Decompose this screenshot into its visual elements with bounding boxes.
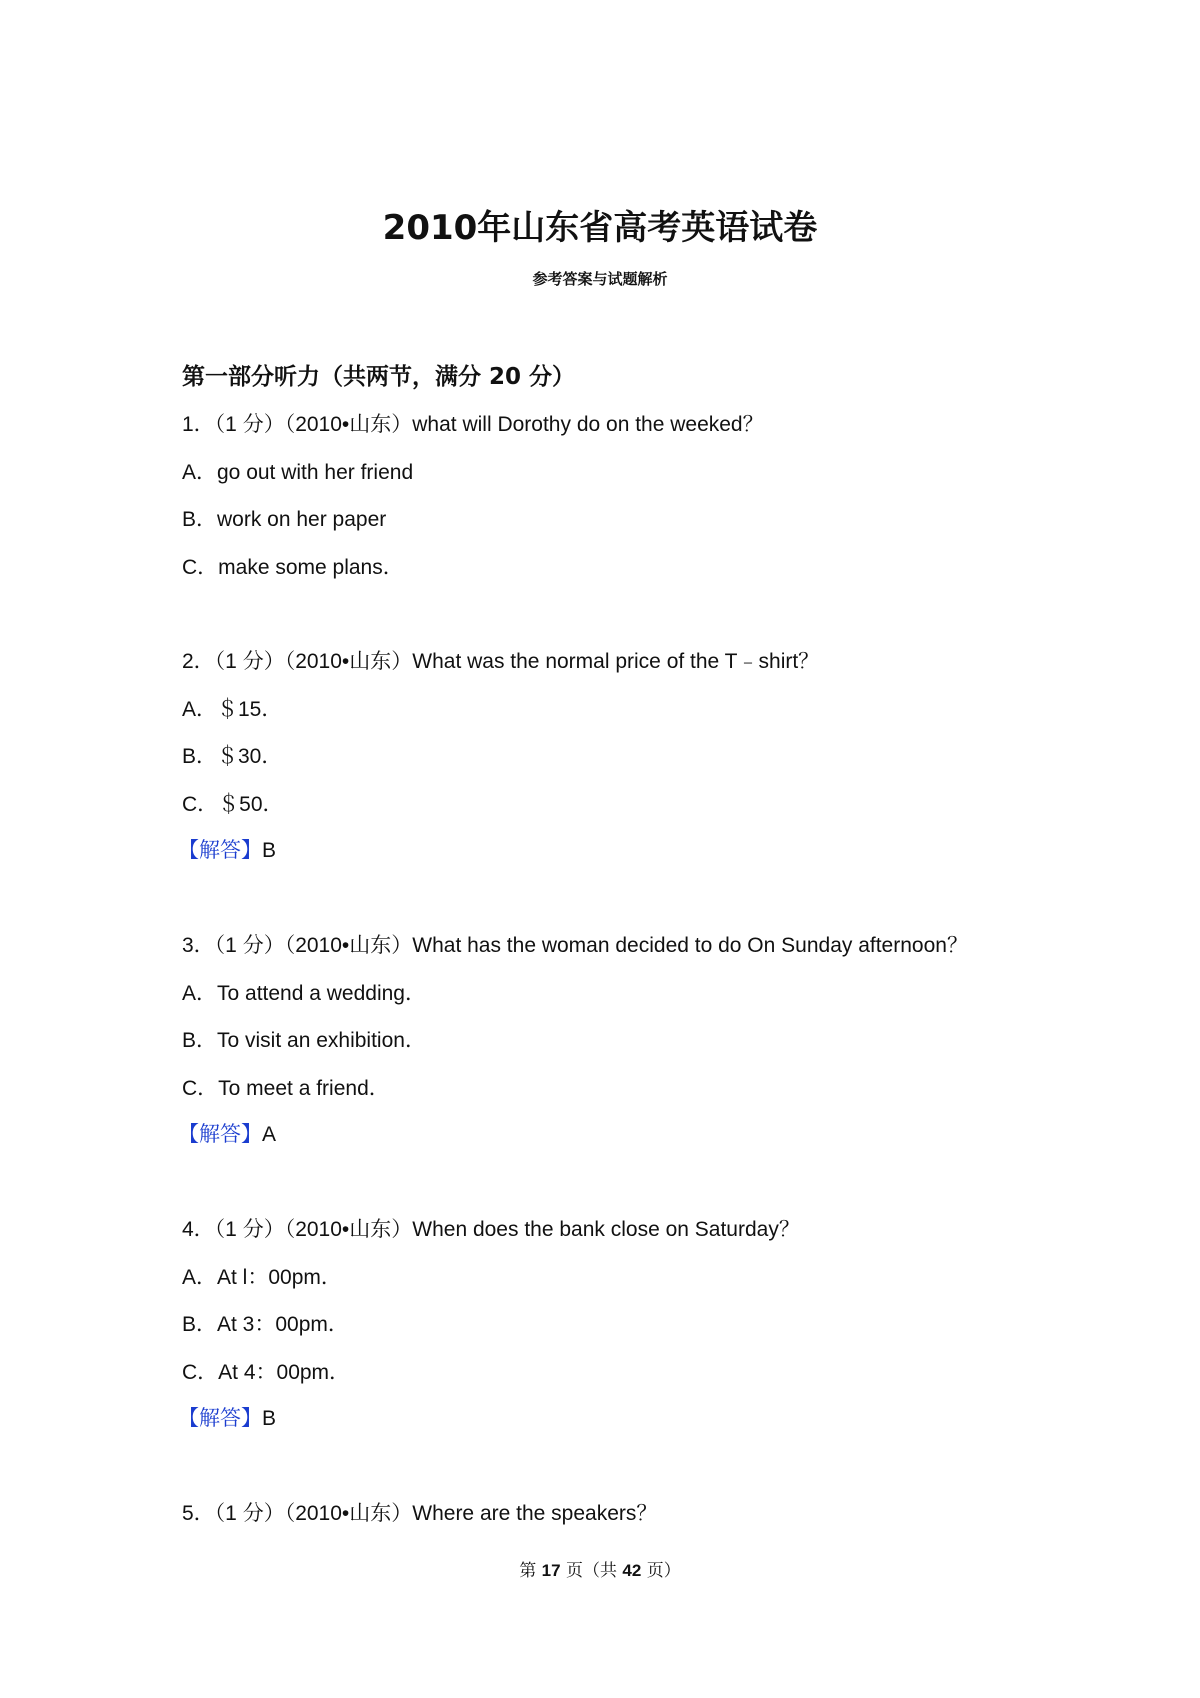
question-4-stem: 4．（1 分）（2010•山东）When does the bank close on Saturday？ [182,1218,800,1241]
question-2-option-a: A．＄15． [182,698,283,721]
question-3-option-c: C．To meet a friend． [182,1077,390,1100]
question-4-option-a: A．At l：00pm． [182,1266,342,1289]
question-3-stem: 3．（1 分）（2010•山东）What has the woman decided to do On Sunday afternoon？ [182,934,968,957]
question-3-option-a: A．To attend a wedding． [182,982,426,1005]
question-4-answer [178,1402,276,1432]
document-title: 2010年山东省高考英语试卷 [382,208,818,248]
question-5-stem: 5．（1 分）（2010•山东）Where are the speakers？ [182,1502,658,1525]
question-4-option-c: C．At 4：00pm． [182,1361,351,1384]
question-3-answer [178,1118,276,1148]
question-2-option-c: C．＄50． [182,793,284,816]
question-1-option-c: C．make some plans． [182,556,404,579]
footer-suffix: 页） [641,1561,681,1581]
question-2-option-b: B．＄30． [182,745,283,768]
section-heading: 第一部分听力（共两节，满分 20 分） [182,364,576,390]
answer-value: B [262,1407,277,1430]
current-page-number: 17 [541,1561,561,1580]
total-page-count: 42 [622,1561,642,1580]
document-subtitle: 参考答案与试题解析 [532,270,668,288]
answer-label: 【解答】 [178,1122,262,1146]
question-2-answer [178,834,276,864]
question-3-option-b: B．To visit an exhibition． [182,1029,426,1052]
question-1-option-b: B．work on her paper [182,508,387,531]
answer-label: 【解答】 [178,838,262,862]
question-2-stem: 2．（1 分）（2010•山东）What was the normal price of the T﹣shirt？ [182,650,820,673]
footer-prefix: 第 [519,1561,542,1581]
question-4-option-b: B．At 3：00pm． [182,1313,349,1336]
page-footer [0,1556,1200,1581]
answer-value: B [262,839,277,862]
question-1-stem: 1．（1 分）（2010•山东）what will Dorothy do on the weeked？ [182,413,764,436]
answer-value: A [262,1123,277,1146]
answer-label: 【解答】 [178,1406,262,1430]
question-1-option-a: A．go out with her friend [182,461,414,484]
footer-middle: 页（共 [560,1561,623,1581]
